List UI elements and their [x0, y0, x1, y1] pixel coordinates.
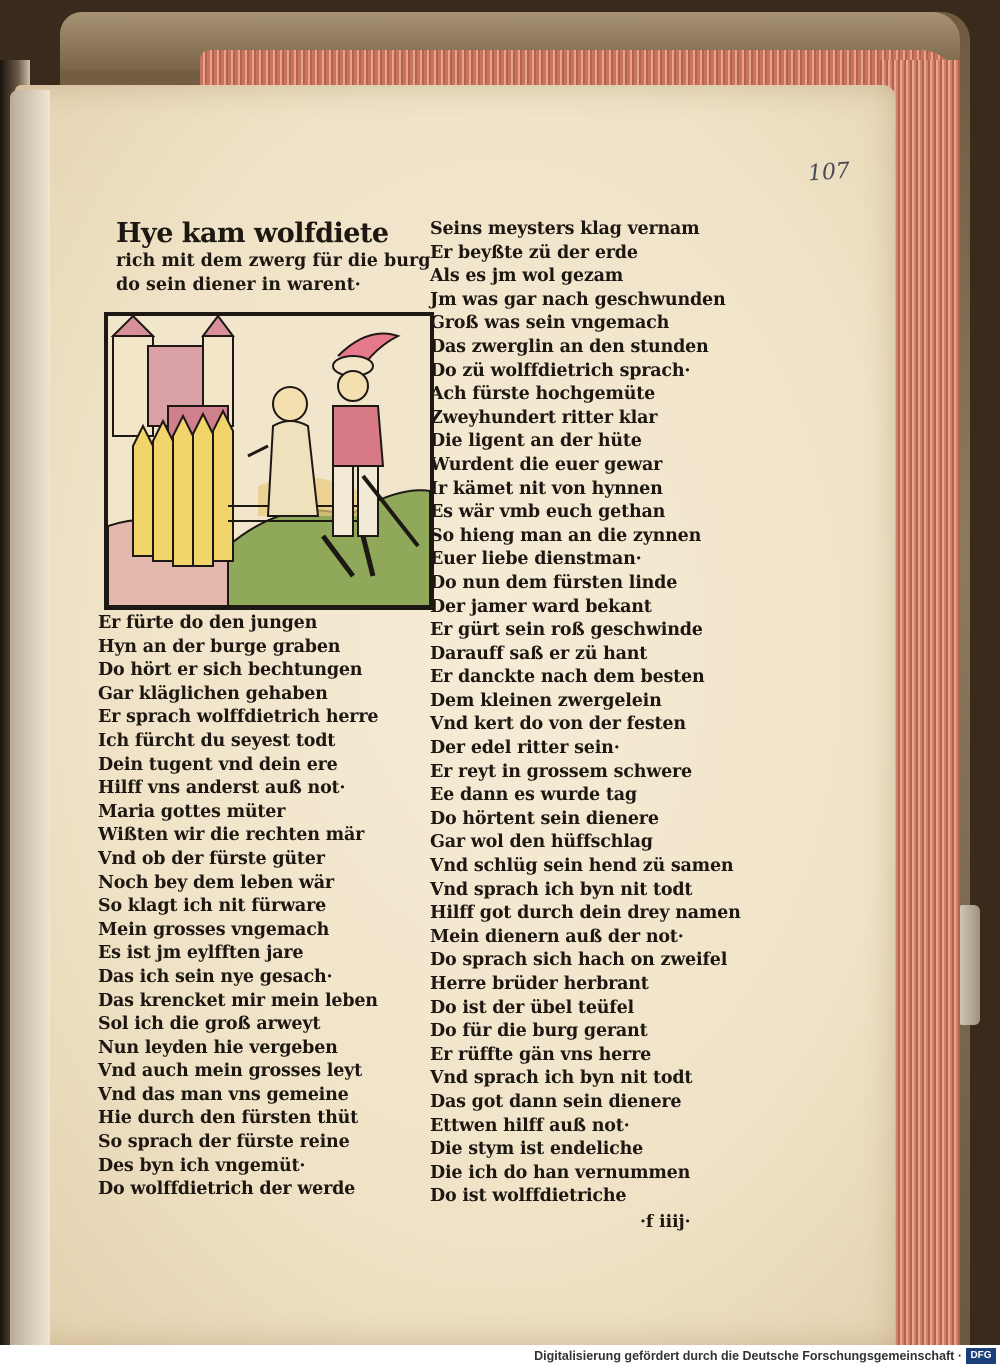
footer-credit: Digitalisierung gefördert durch die Deutsche Forschungsgemeinschaft ·	[534, 1349, 962, 1363]
verse-line: Gar wol den hüffschlag	[430, 832, 653, 853]
heading-line-1: Hye kam wolfdiete	[116, 218, 389, 249]
right-column	[430, 218, 770, 1209]
folio-number: 107	[807, 158, 851, 187]
verse-line: Gar kläglichen gehaben	[98, 683, 328, 704]
verse-line: Der jamer ward bekant	[430, 596, 652, 617]
verse-line: Do wolffdietrich der werde	[98, 1179, 356, 1200]
verse-line: Groß was sein vngemach	[430, 313, 670, 334]
verse-line: Vnd auch mein grosses leyt	[98, 1061, 363, 1082]
verse-line: Vnd schlüg sein hend zü samen	[430, 856, 734, 877]
verse-line: Wißten wir die rechten mär	[98, 825, 365, 846]
verse-line: Dem kleinen zwergelein	[430, 690, 662, 711]
verse-line: Do hört er sich bechtungen	[98, 660, 363, 681]
verse-line: Hyn an der burge graben	[98, 636, 341, 657]
verse-line: Er reyt in grossem schwere	[430, 761, 692, 782]
verse-line: Herre brüder herbrant	[430, 974, 649, 994]
chapter-heading	[116, 218, 431, 297]
verse-line: Ach fürste hochgemüte	[430, 384, 656, 405]
verse-line: Zweyhundert ritter klar	[430, 407, 658, 428]
verse-line: Darauff saß er zü hant	[430, 643, 648, 664]
verse-line: So klagt ich nit fürware	[98, 896, 327, 917]
verse-line: Ee dann es wurde tag	[430, 785, 637, 806]
verse-line: Die stym ist endeliche	[430, 1139, 644, 1160]
verse-line: Vnd das man vns gemeine	[98, 1084, 349, 1105]
verse-line: Jm was gar nach geschwunden	[430, 289, 726, 310]
verse-line: Seins meysters klag vernam	[430, 219, 700, 239]
verse-line: Vnd sprach ich byn nit todt	[430, 1068, 693, 1089]
verse-line: Nun leyden hie vergeben	[98, 1037, 338, 1058]
verse-line: Do sprach sich hach on zweifel	[430, 950, 728, 971]
verse-line: Hie durch den fürsten thüt	[98, 1108, 359, 1129]
verse-line: Ettwen hilff auß not·	[430, 1115, 630, 1136]
verse-line: Sol ich die groß arweyt	[98, 1014, 321, 1035]
verse-line: Do hörtent sein dienere	[430, 808, 659, 829]
verse-line: Mein grosses vngemach	[98, 919, 330, 940]
verse-line: Der edel ritter sein·	[430, 738, 620, 759]
verse-line: Euer liebe dienstman·	[430, 549, 642, 570]
verse-line: Das ich sein nye gesach·	[98, 966, 333, 987]
verse-line: Er sprach wolffdietrich herre	[98, 707, 379, 728]
verse-line: Do ist der übel teüfel	[430, 997, 634, 1018]
heading-line-2: rich mit dem zwerg für die burg	[116, 251, 431, 271]
verse-line: So hieng man an die zynnen	[430, 525, 702, 546]
footer-bar	[0, 1345, 1000, 1368]
verse-line: Wurdent die euer gewar	[430, 454, 663, 475]
verse-line: Maria gottes müter	[98, 801, 286, 822]
verse-line: Er beyßte zü der erde	[430, 242, 638, 263]
verse-line: Es ist jm eylfften jare	[98, 943, 304, 964]
verse-line: Do zü wolffdietrich sprach·	[430, 360, 691, 381]
woodcut-illustration	[104, 312, 434, 610]
verse-line: Mein dienern auß der not·	[430, 926, 684, 947]
verse-line: So sprach der fürste reine	[98, 1132, 350, 1153]
verse-line: Er gürt sein roß geschwinde	[430, 620, 703, 641]
verse-line: Do für die burg gerant	[430, 1021, 648, 1042]
verse-line: Do nun dem fürsten linde	[430, 572, 678, 593]
verse-line: Vnd sprach ich byn nit todt	[430, 879, 693, 900]
left-column	[98, 612, 418, 1202]
verse-line: Das zwerglin an den stunden	[430, 336, 709, 357]
verse-line: Noch bey dem leben wär	[98, 872, 334, 893]
verse-line: Do ist wolffdietriche	[430, 1186, 627, 1207]
verse-line: Er fürte do den jungen	[98, 613, 318, 633]
heading-line-3: do sein diener in warent·	[116, 274, 361, 295]
verse-line: Er danckte nach dem besten	[430, 667, 705, 688]
woodcut-drawing	[108, 316, 430, 606]
dfg-logo: DFG	[966, 1348, 996, 1364]
verse-line: Hilff got durch dein drey namen	[430, 903, 741, 924]
verse-line: Er rüffte gän vns herre	[430, 1044, 652, 1065]
page-tab	[960, 905, 980, 1025]
verse-line: Das krencket mir mein leben	[98, 990, 378, 1011]
verse-line: Das got dann sein dienere	[430, 1091, 682, 1112]
signature-mark: ·f iiij·	[640, 1212, 691, 1232]
verse-line: Die ich do han vernummen	[430, 1162, 691, 1183]
verse-line: Die ligent an der hüte	[430, 431, 642, 452]
verse-line: Ir kämet nit von hynnen	[430, 478, 663, 499]
facing-page-edge	[10, 90, 50, 1345]
verse-line: Es wär vmb euch gethan	[430, 502, 666, 523]
verse-line: Hilff vns anderst auß not·	[98, 778, 346, 799]
verse-line: Ich fürcht du seyest todt	[98, 730, 336, 751]
verse-line: Vnd kert do von der festen	[430, 714, 686, 735]
verse-line: Des byn ich vngemüt·	[98, 1155, 306, 1176]
verse-line: Als es jm wol gezam	[430, 266, 624, 287]
verse-line: Dein tugent vnd dein ere	[98, 754, 338, 775]
verse-line: Vnd ob der fürste güter	[98, 848, 325, 869]
